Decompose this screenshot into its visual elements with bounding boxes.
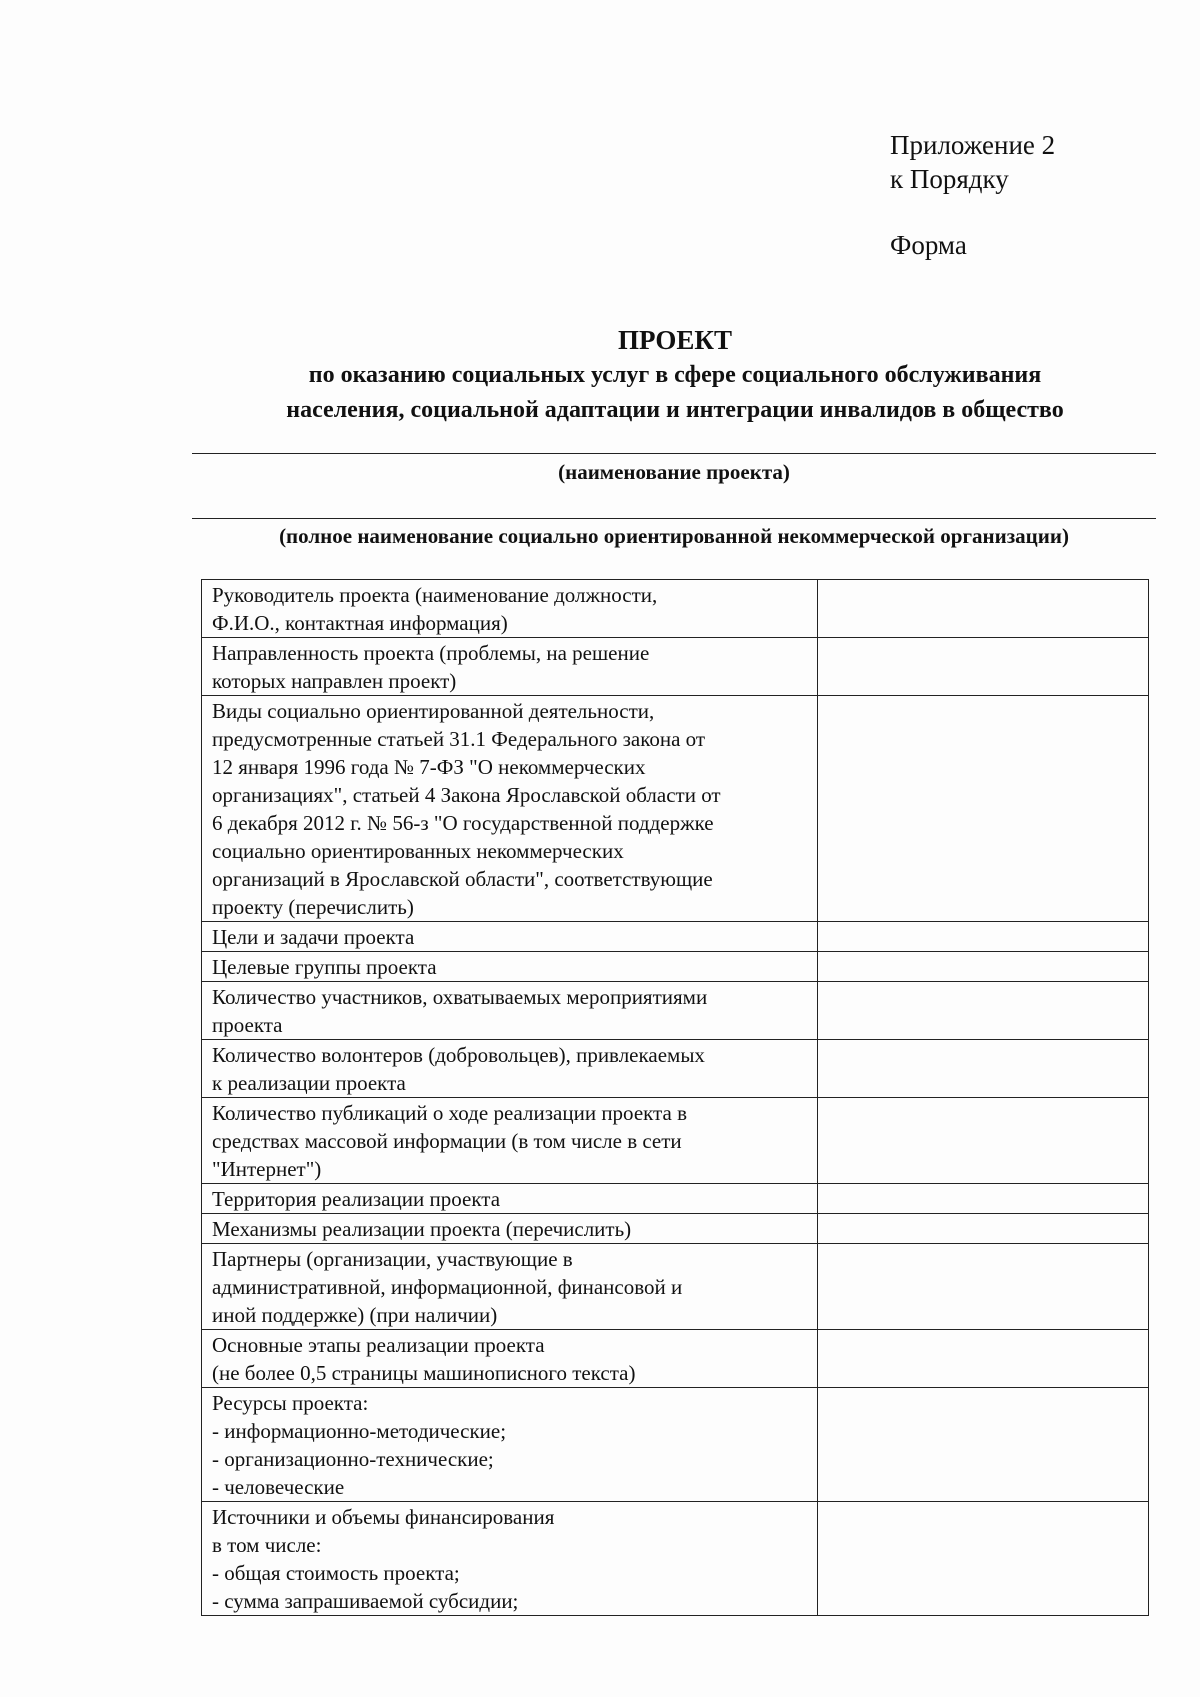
row-label: Количество волонтеров (добровольцев), привлекаемых к реализации проекта [202, 1040, 818, 1098]
appendix-line-1: Приложение 2 [890, 130, 1056, 160]
table-row [202, 580, 1149, 638]
row-value-field[interactable] [818, 1330, 1149, 1388]
table-row [202, 696, 1149, 922]
appendix-reference [890, 128, 1055, 196]
row-value-field[interactable] [818, 982, 1149, 1040]
row-label: Целевые группы проекта [202, 952, 818, 982]
table-row [202, 1502, 1149, 1616]
row-value-field[interactable] [818, 580, 1149, 638]
table-row [202, 638, 1149, 696]
project-name-fill-line[interactable] [192, 453, 1156, 454]
table-row [202, 1098, 1149, 1184]
row-value-field[interactable] [818, 1388, 1149, 1502]
row-value-field[interactable] [818, 696, 1149, 922]
row-label: Руководитель проекта (наименование должности, Ф.И.О., контактная информация) [202, 580, 818, 638]
table-row [202, 1244, 1149, 1330]
document-title: ПРОЕКТ [618, 325, 732, 355]
organization-name-fill-line[interactable] [192, 518, 1156, 519]
form-label: Форма [890, 230, 967, 260]
row-label: Цели и задачи проекта [202, 922, 818, 952]
row-value-field[interactable] [818, 1244, 1149, 1330]
row-label: Источники и объемы финансирования в том числе: - общая стоимость проекта; - сумма запрашиваемой субсидии; [202, 1502, 818, 1616]
row-label: Виды социально ориентированной деятельности, предусмотренные статьей 31.1 Федерального закона от 12 января 1996 года № 7-ФЗ "О некоммерческих организациях", статьей 4 Закона Ярославской области от 6 декабря 2012 г. № 56-з "О государственной поддержке социально ориентированных некоммерческих организаций в Ярославской области", соответствующие проекту (перечислить) [202, 696, 818, 922]
document-subtitle-line-2: населения, социальной адаптации и интеграции инвалидов в общество [286, 397, 1064, 423]
table-row [202, 1040, 1149, 1098]
organization-name-caption: (полное наименование социально ориентированной некоммерческой организации) [279, 524, 1069, 548]
appendix-line-2: к Порядку [890, 164, 1009, 194]
project-form-table [201, 579, 1149, 1616]
row-value-field[interactable] [818, 1502, 1149, 1616]
table-row [202, 922, 1149, 952]
table-row [202, 1214, 1149, 1244]
table-row [202, 1330, 1149, 1388]
table-row [202, 982, 1149, 1040]
document-subtitle-line-1: по оказанию социальных услуг в сфере социального обслуживания [308, 362, 1042, 388]
table-row [202, 1184, 1149, 1214]
row-value-field[interactable] [818, 1098, 1149, 1184]
row-value-field[interactable] [818, 952, 1149, 982]
project-name-caption: (наименование проекта) [558, 460, 790, 484]
table-row [202, 1388, 1149, 1502]
row-label: Партнеры (организации, участвующие в административной, информационной, финансовой и иной поддержке) (при наличии) [202, 1244, 818, 1330]
row-label: Механизмы реализации проекта (перечислить) [202, 1214, 818, 1244]
table-row [202, 952, 1149, 982]
row-value-field[interactable] [818, 638, 1149, 696]
row-value-field[interactable] [818, 1040, 1149, 1098]
row-value-field[interactable] [818, 1214, 1149, 1244]
row-label: Территория реализации проекта [202, 1184, 818, 1214]
row-label: Количество публикаций о ходе реализации проекта в средствах массовой информации (в том числе в сети "Интернет") [202, 1098, 818, 1184]
row-label: Ресурсы проекта: - информационно-методические; - организационно-технические; - человеческие [202, 1388, 818, 1502]
row-label: Количество участников, охватываемых мероприятиями проекта [202, 982, 818, 1040]
row-value-field[interactable] [818, 922, 1149, 952]
row-value-field[interactable] [818, 1184, 1149, 1214]
row-label: Основные этапы реализации проекта (не более 0,5 страницы машинописного текста) [202, 1330, 818, 1388]
row-label: Направленность проекта (проблемы, на решение которых направлен проект) [202, 638, 818, 696]
